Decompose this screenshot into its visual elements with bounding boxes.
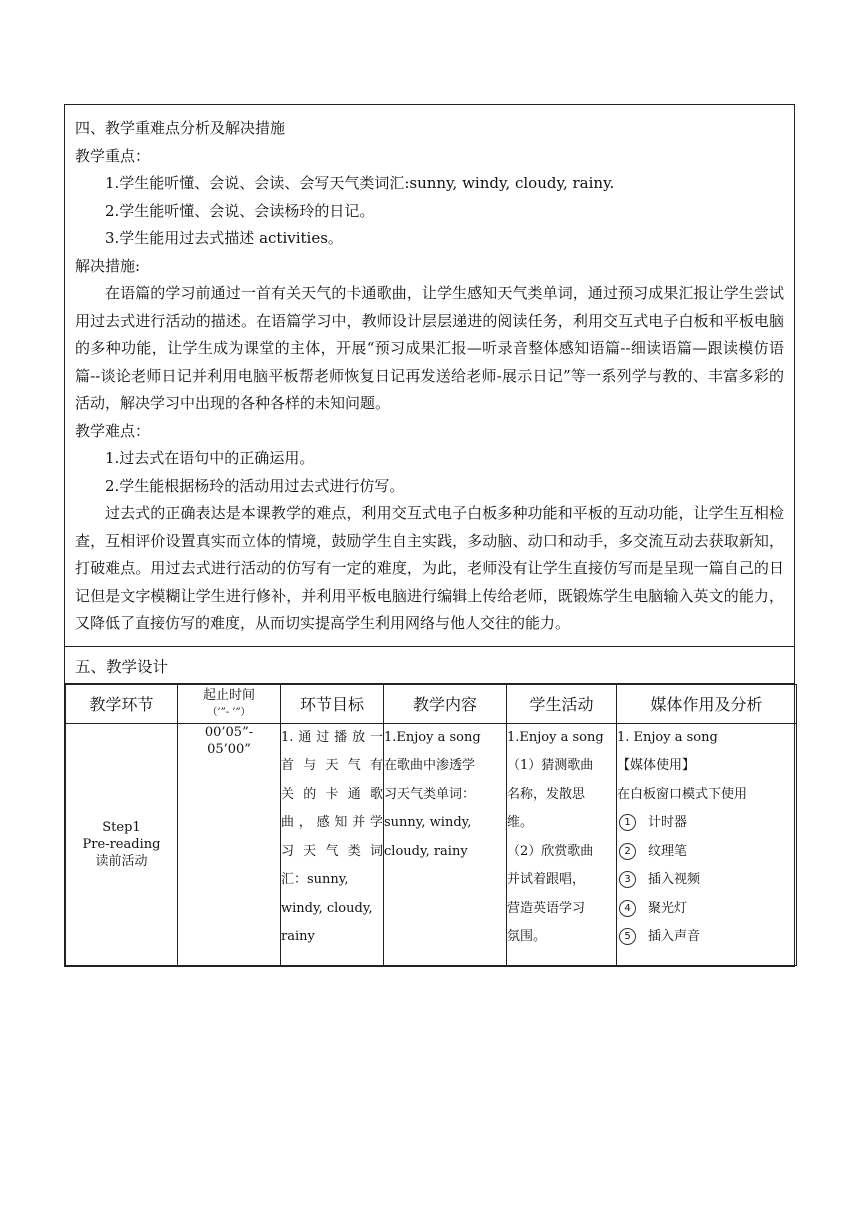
row1-media [617,723,797,965]
header-media: 媒体作用及分析 [617,684,797,723]
section5-heading: 五、教学设计 [75,657,169,676]
row1-content-line: 在歌曲中渗透学 [384,758,476,773]
header-stage: 教学环节 [66,684,178,723]
row1-stage-step: Step1 [102,819,141,835]
row1-goal-line: 汇：sunny, [281,872,349,887]
difficult-text: 过去式的正确表达是本课教学的难点，利用交互式电子白板多种功能和平板的互动功能，让学生互相检查，互相评价设置真实而立体的情境，鼓励学生自主实践，多动脑、动口和动手，多交流互动去获取新知，打破难点。用过去式进行活动的仿写有一定的难度，为此，老师没有让学生直接仿写而是呈现一篇自己的日记但是文字模糊让学生进行修补，并利用平板电脑进行编辑上传给老师，既锻炼学生电脑输入英文的能力，又降低了直接仿写的难度，从而切实提高学生利用网络与他人交往的能力。 [75,504,784,632]
row1-goal-line: rainy [281,929,315,944]
header-activity: 学生活动 [507,684,617,723]
key-points-label: 教学重点： [75,146,151,165]
row1-activity-line: 名称，发散思 [507,786,586,802]
row1-media-item [617,838,796,867]
row1-goal-line: 1.通过播放一 [281,729,383,745]
key-point-1: 1.学生能听懂、会说、会读、会写天气类词汇:sunny, windy, cloudy, rainy. [105,174,615,192]
row1-media-item-text: 插入视频 [648,872,701,887]
row1-media-title: 1. Enjoy a song [617,729,718,745]
header-goal: 环节目标 [281,684,384,723]
row1-activity-line: （2）欣赏歌曲 [507,843,594,859]
row1-media-item-text: 插入声音 [648,929,701,944]
circled-number-icon: 4 [619,900,636,917]
header-content: 教学内容 [384,684,507,723]
row1-activity [507,723,617,965]
circled-number-icon: 2 [619,843,636,860]
solutions-text: 在语篇的学习前通过一首有关天气的卡通歌曲，让学生感知天气类单词，通过预习成果汇报让学生尝试用过去式进行活动的描述。在语篇学习中，教师设计层层递进的阅读任务，利用交互式电子白板和平板电脑的多种功能，让学生成为课堂的主体，开展“预习成果汇报—听录音整体感知语篇--细读语篇—跟读模仿语篇--谈论老师日记并利用电脑平板帮老师恢复日记再发送给老师-展示日记”等一系列学与教的、丰富多彩的活动，解决学习中出现的各种各样的未知问题。 [75,284,784,412]
row1-goal-line: 曲，感知并学 [281,815,383,830]
design-table [65,684,797,966]
row1-content-line: 1.Enjoy a song [384,729,481,745]
header-time-label: 起止时间 [202,688,255,703]
header-time-sub: （’”- ’”） [207,707,251,718]
row1-media-item [617,866,796,895]
row1-goal-line: 关的卡通歌 [281,786,383,802]
row1-time-start: 00’05”- [204,724,254,740]
document-page [64,104,795,967]
row1-activity-line: （1）猜测歌曲 [507,758,594,773]
key-point-2: 2.学生能听懂、会说、会读杨玲的日记。 [105,201,375,220]
section4-heading: 四、教学重难点分析及解决措施 [75,119,286,137]
row1-activity-line: 维。 [507,815,534,830]
section4-cell [65,105,795,647]
row1-media-item-text: 计时器 [648,815,688,830]
circled-number-icon: 1 [619,814,636,831]
lesson-plan-table [64,104,795,967]
row1-content [384,723,507,965]
row1-stage-phase: Pre-reading [82,836,161,852]
design-header-row [66,684,797,723]
row1-media-label: 【媒体使用】 [617,758,696,773]
row1-goal-line: 首与天气有 [281,758,383,773]
row1-activity-line: 1.Enjoy a song [507,729,604,745]
row1-stage [66,723,178,965]
row1-time-end: 05’00” [207,741,251,757]
difficult-point-2: 2.学生能根据杨玲的活动用过去式进行仿写。 [105,476,405,495]
row1-media-item [617,895,796,924]
row1-media-item [617,809,796,838]
row1-content-line: 习天气类单词： [384,786,476,802]
row1-goal-line: windy, cloudy, [281,900,373,916]
row1-media-mode: 在白板窗口模式下使用 [617,786,748,802]
row1-activity-line: 并试着跟唱， [507,872,586,887]
section5-heading-cell [65,646,795,683]
row1-stage-cn: 读前活动 [95,853,148,869]
row1-media-item-text: 纹理笔 [648,843,688,859]
solutions-label: 解决措施: [75,256,141,275]
header-time [178,684,281,723]
row1-content-line: cloudy, rainy [384,843,468,859]
row1-activity-line: 营造英语学习 [507,900,586,916]
difficult-point-1: 1.过去式在语句中的正确运用。 [105,449,315,467]
row1-media-item [617,923,796,952]
row1-goal [281,723,384,965]
design-table-cell [65,683,795,966]
difficult-label: 教学难点： [75,421,151,440]
row1-content-line: sunny, windy, [384,815,472,830]
row1-goal-line: 习天气类词 [281,843,383,859]
row1-activity-line: 氛围。 [507,929,547,944]
row1-time [178,723,281,965]
design-row-step1 [66,723,797,965]
key-point-3: 3.学生能用过去式描述 activities。 [105,229,343,247]
circled-number-icon: 5 [619,928,636,945]
circled-number-icon: 3 [619,871,636,888]
row1-media-item-text: 聚光灯 [648,900,688,916]
